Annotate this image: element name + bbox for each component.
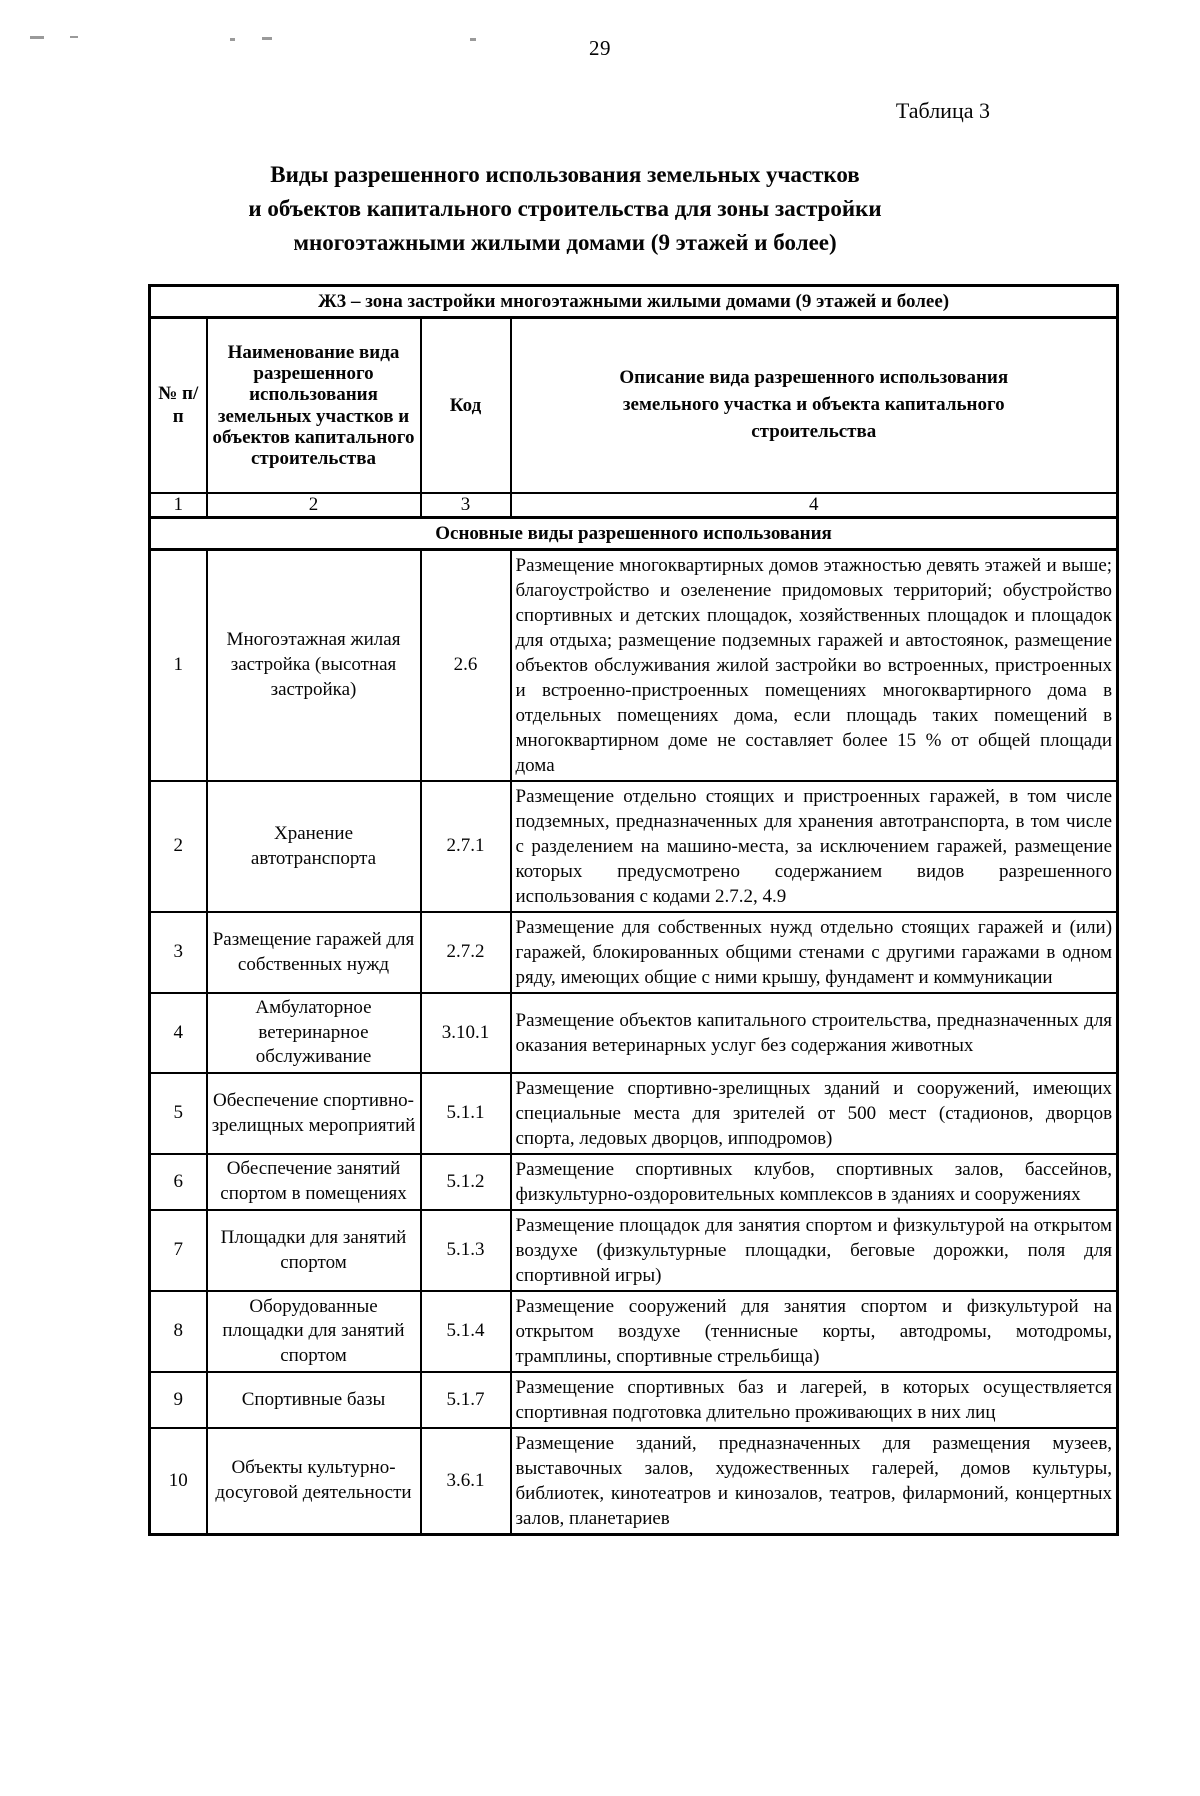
table-row bbox=[150, 1154, 1118, 1210]
row-name-cell: Объекты культурно-досуговой деятельности bbox=[207, 1428, 421, 1535]
section-header-cell: Основные виды разрешенного использования bbox=[150, 518, 1118, 550]
table-row bbox=[150, 1210, 1118, 1291]
table-body bbox=[150, 550, 1118, 1535]
title-line: и объектов капитального строительства для зоны застройки bbox=[248, 196, 882, 221]
column-number-cell: 4 bbox=[511, 493, 1118, 518]
table-caption: Таблица 3 bbox=[895, 98, 990, 123]
row-description-cell: Размещение зданий, предназначенных для размещения музеев, выставочных залов, художественных галерей, домов культуры, библиотек, кинотеатров и кинозалов, театров, филармоний, концертных залов, планетариев bbox=[511, 1428, 1118, 1535]
col-header-description bbox=[511, 318, 1118, 494]
table-row bbox=[150, 1372, 1118, 1428]
row-code-cell: 2.6 bbox=[421, 550, 511, 782]
row-number-cell: 3 bbox=[150, 912, 207, 993]
row-code-cell: 3.10.1 bbox=[421, 993, 511, 1073]
row-number-cell: 1 bbox=[150, 550, 207, 782]
row-number-cell: 4 bbox=[150, 993, 207, 1073]
row-name-cell: Обеспечение занятий спортом в помещениях bbox=[207, 1154, 421, 1210]
column-header-row bbox=[150, 318, 1118, 494]
row-description-cell: Размещение многоквартирных домов этажностью девять этажей и выше; благоустройство и озеленение придомовых территорий; обустройство спортивных и детских площадок, хозяйственных площадок и площадок для отдыха; размещение подземных гаражей и автостоянок, размещение объектов обслуживания жилой застройки во встроенных, пристроенных и встроенно-пристроенных помещениях многоквартирного дома в отдельных помещениях дома, если площадь таких помещений в многоквартирном доме не составляет более 15 % от общей площади дома bbox=[511, 550, 1118, 782]
row-name-cell: Площадки для занятий спортом bbox=[207, 1210, 421, 1291]
row-code-cell: 2.7.2 bbox=[421, 912, 511, 993]
row-description-cell: Размещение спортивно-зрелищных зданий и сооружений, имеющих специальные места для зрителей от 500 мест (стадионов, дворцов спорта, ледовых дворцов, ипподромов) bbox=[511, 1073, 1118, 1154]
row-description-cell: Размещение площадок для занятия спортом и физкультурой на открытом воздухе (физкультурные площадки, беговые дорожки, поля для спортивной игры) bbox=[511, 1210, 1118, 1291]
table-row bbox=[150, 993, 1118, 1073]
row-name-cell: Спортивные базы bbox=[207, 1372, 421, 1428]
zone-header-row bbox=[150, 286, 1118, 318]
table-row bbox=[150, 1291, 1118, 1372]
table-row bbox=[150, 1428, 1118, 1535]
col-header-num: № п/п bbox=[150, 318, 207, 494]
col-header-code: Код bbox=[421, 318, 511, 494]
table-row bbox=[150, 781, 1118, 912]
document-title bbox=[165, 158, 965, 260]
row-name-cell: Многоэтажная жилая застройка (высотная застройка) bbox=[207, 550, 421, 782]
row-number-cell: 5 bbox=[150, 1073, 207, 1154]
row-number-cell: 10 bbox=[150, 1428, 207, 1535]
col-header-name: Наименование вида разрешенного использования земельных участков и объектов капитального строительства bbox=[207, 318, 421, 494]
section-header-row bbox=[150, 518, 1118, 550]
scan-artifact bbox=[0, 36, 1200, 42]
row-code-cell: 3.6.1 bbox=[421, 1428, 511, 1535]
row-name-cell: Хранение автотранспорта bbox=[207, 781, 421, 912]
row-code-cell: 5.1.3 bbox=[421, 1210, 511, 1291]
row-description-cell: Размещение сооружений для занятия спортом и физкультурой на открытом воздухе (теннисные корты, автодромы, мотодромы, трамплины, спортивные стрельбища) bbox=[511, 1291, 1118, 1372]
col-header-description-text: Описание вида разрешенного использования земельного участка и объекта капитального строительства bbox=[619, 367, 1009, 442]
row-code-cell: 5.1.4 bbox=[421, 1291, 511, 1372]
row-description-cell: Размещение спортивных баз и лагерей, в которых осуществляется спортивная подготовка длительно проживающих в них лиц bbox=[511, 1372, 1118, 1428]
row-description-cell: Размещение объектов капитального строительства, предназначенных для оказания ветеринарных услуг без содержания животных bbox=[511, 993, 1118, 1073]
table-row bbox=[150, 550, 1118, 782]
row-number-cell: 7 bbox=[150, 1210, 207, 1291]
row-description-cell: Размещение спортивных клубов, спортивных залов, бассейнов, физкультурно-оздоровительных комплексов в зданиях и сооружениях bbox=[511, 1154, 1118, 1210]
row-name-cell: Размещение гаражей для собственных нужд bbox=[207, 912, 421, 993]
zone-header-cell: Ж3 – зона застройки многоэтажными жилыми домами (9 этажей и более) bbox=[150, 286, 1118, 318]
row-code-cell: 2.7.1 bbox=[421, 781, 511, 912]
column-number-cell: 3 bbox=[421, 493, 511, 518]
column-number-cell: 2 bbox=[207, 493, 421, 518]
row-code-cell: 5.1.1 bbox=[421, 1073, 511, 1154]
row-name-cell: Амбулаторное ветеринарное обслуживание bbox=[207, 993, 421, 1073]
column-number-row bbox=[150, 493, 1118, 518]
title-line: Виды разрешенного использования земельных участков bbox=[270, 162, 860, 187]
table-row bbox=[150, 912, 1118, 993]
row-number-cell: 2 bbox=[150, 781, 207, 912]
column-number-cell: 1 bbox=[150, 493, 207, 518]
row-number-cell: 9 bbox=[150, 1372, 207, 1428]
row-name-cell: Обеспечение спортивно-зрелищных мероприятий bbox=[207, 1073, 421, 1154]
row-name-cell: Оборудованные площадки для занятий спортом bbox=[207, 1291, 421, 1372]
row-number-cell: 6 bbox=[150, 1154, 207, 1210]
table-row bbox=[150, 1073, 1118, 1154]
row-description-cell: Размещение отдельно стоящих и пристроенных гаражей, в том числе подземных, предназначенных для хранения автотранспорта, в том числе с разделением на машино-места, за исключением гаражей, размещение которых предусмотрено содержанием видов разрешенного использования с кодами 2.7.2, 4.9 bbox=[511, 781, 1118, 912]
row-description-cell: Размещение для собственных нужд отдельно стоящих гаражей и (или) гаражей, блокированных общими стенами с другими гаражами в одном ряду, имеющих общие с ними крышу, фундамент и коммуникации bbox=[511, 912, 1118, 993]
row-number-cell: 8 bbox=[150, 1291, 207, 1372]
page-number: 29 bbox=[589, 36, 611, 60]
row-code-cell: 5.1.2 bbox=[421, 1154, 511, 1210]
row-code-cell: 5.1.7 bbox=[421, 1372, 511, 1428]
title-line: многоэтажными жилыми домами (9 этажей и более) bbox=[293, 230, 837, 255]
permitted-use-table bbox=[148, 284, 1119, 1536]
